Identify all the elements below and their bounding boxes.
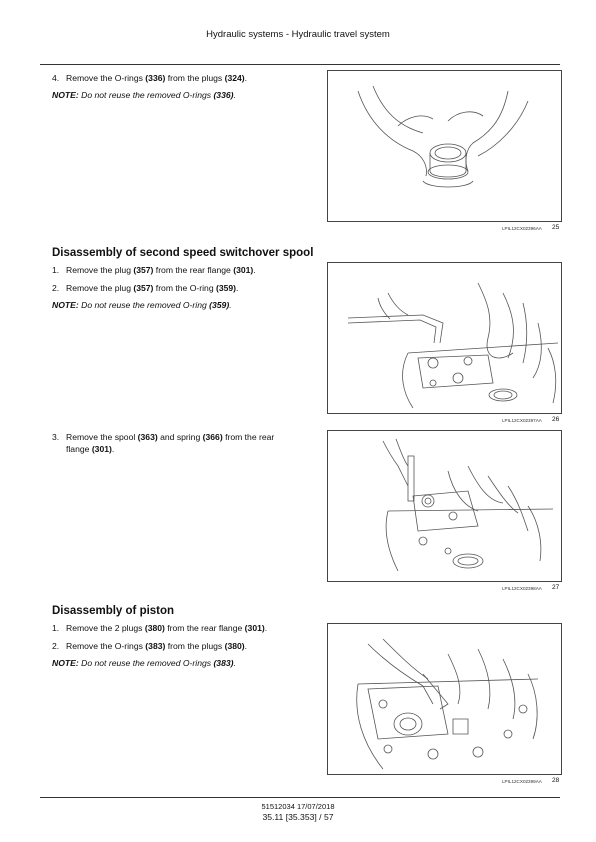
piston-plug-removal-illustration — [328, 624, 561, 774]
figure-26 — [327, 262, 562, 414]
note-359: NOTE: Do not reuse the removed O-ring (359). — [52, 300, 232, 310]
figure-number: 25 — [552, 224, 560, 231]
figure-number: 27 — [552, 584, 560, 591]
step-4: 4. Remove the O-rings (336) from the plugs (324). — [52, 73, 248, 83]
step-2: 2. Remove the plug (357) from the O-ring (359). — [52, 283, 239, 293]
page-header: Hydraulic systems - Hydraulic travel system — [206, 29, 390, 40]
section-title: Disassembly of second speed switchover spool — [52, 247, 314, 259]
step-1: 1. Remove the plug (357) from the rear flange (301). — [52, 265, 256, 275]
figure-code: LPIL12CX02399AA — [502, 779, 542, 784]
step-1: 1. Remove the 2 plugs (380) from the rear flange (301). — [52, 623, 268, 633]
spool-removal-illustration — [328, 431, 561, 581]
figure-number: 28 — [552, 777, 560, 784]
step-number: 4. — [52, 73, 60, 83]
step-3: 3. Remove the spool (363) and spring (366) from the rear flange (301). — [52, 432, 275, 454]
section-title: Disassembly of piston — [52, 605, 175, 617]
figure-code: LPIL12CX02397AA — [502, 418, 542, 423]
figure-25 — [327, 70, 562, 222]
footer-page: 35.11 [35.353] / 57 — [262, 812, 334, 822]
figure-code: LPIL12CX02396AA — [502, 226, 542, 231]
figure-28 — [327, 623, 562, 775]
step-2: 2. Remove the O-rings (383) from the plugs (380). — [52, 641, 248, 651]
note-336: NOTE: Do not reuse the removed O-rings (336). — [52, 90, 236, 100]
note-383: NOTE: Do not reuse the removed O-rings (383). — [52, 658, 236, 668]
plug-removal-illustration — [328, 263, 561, 413]
figure-code: LPIL12CX02398AA — [502, 586, 542, 591]
figure-number: 26 — [552, 416, 560, 423]
footer-rule — [40, 797, 560, 798]
footer-doc: 51512034 17/07/2018 — [261, 802, 335, 811]
o-ring-removal-illustration — [328, 71, 561, 221]
header-rule — [40, 64, 560, 65]
figure-27 — [327, 430, 562, 582]
